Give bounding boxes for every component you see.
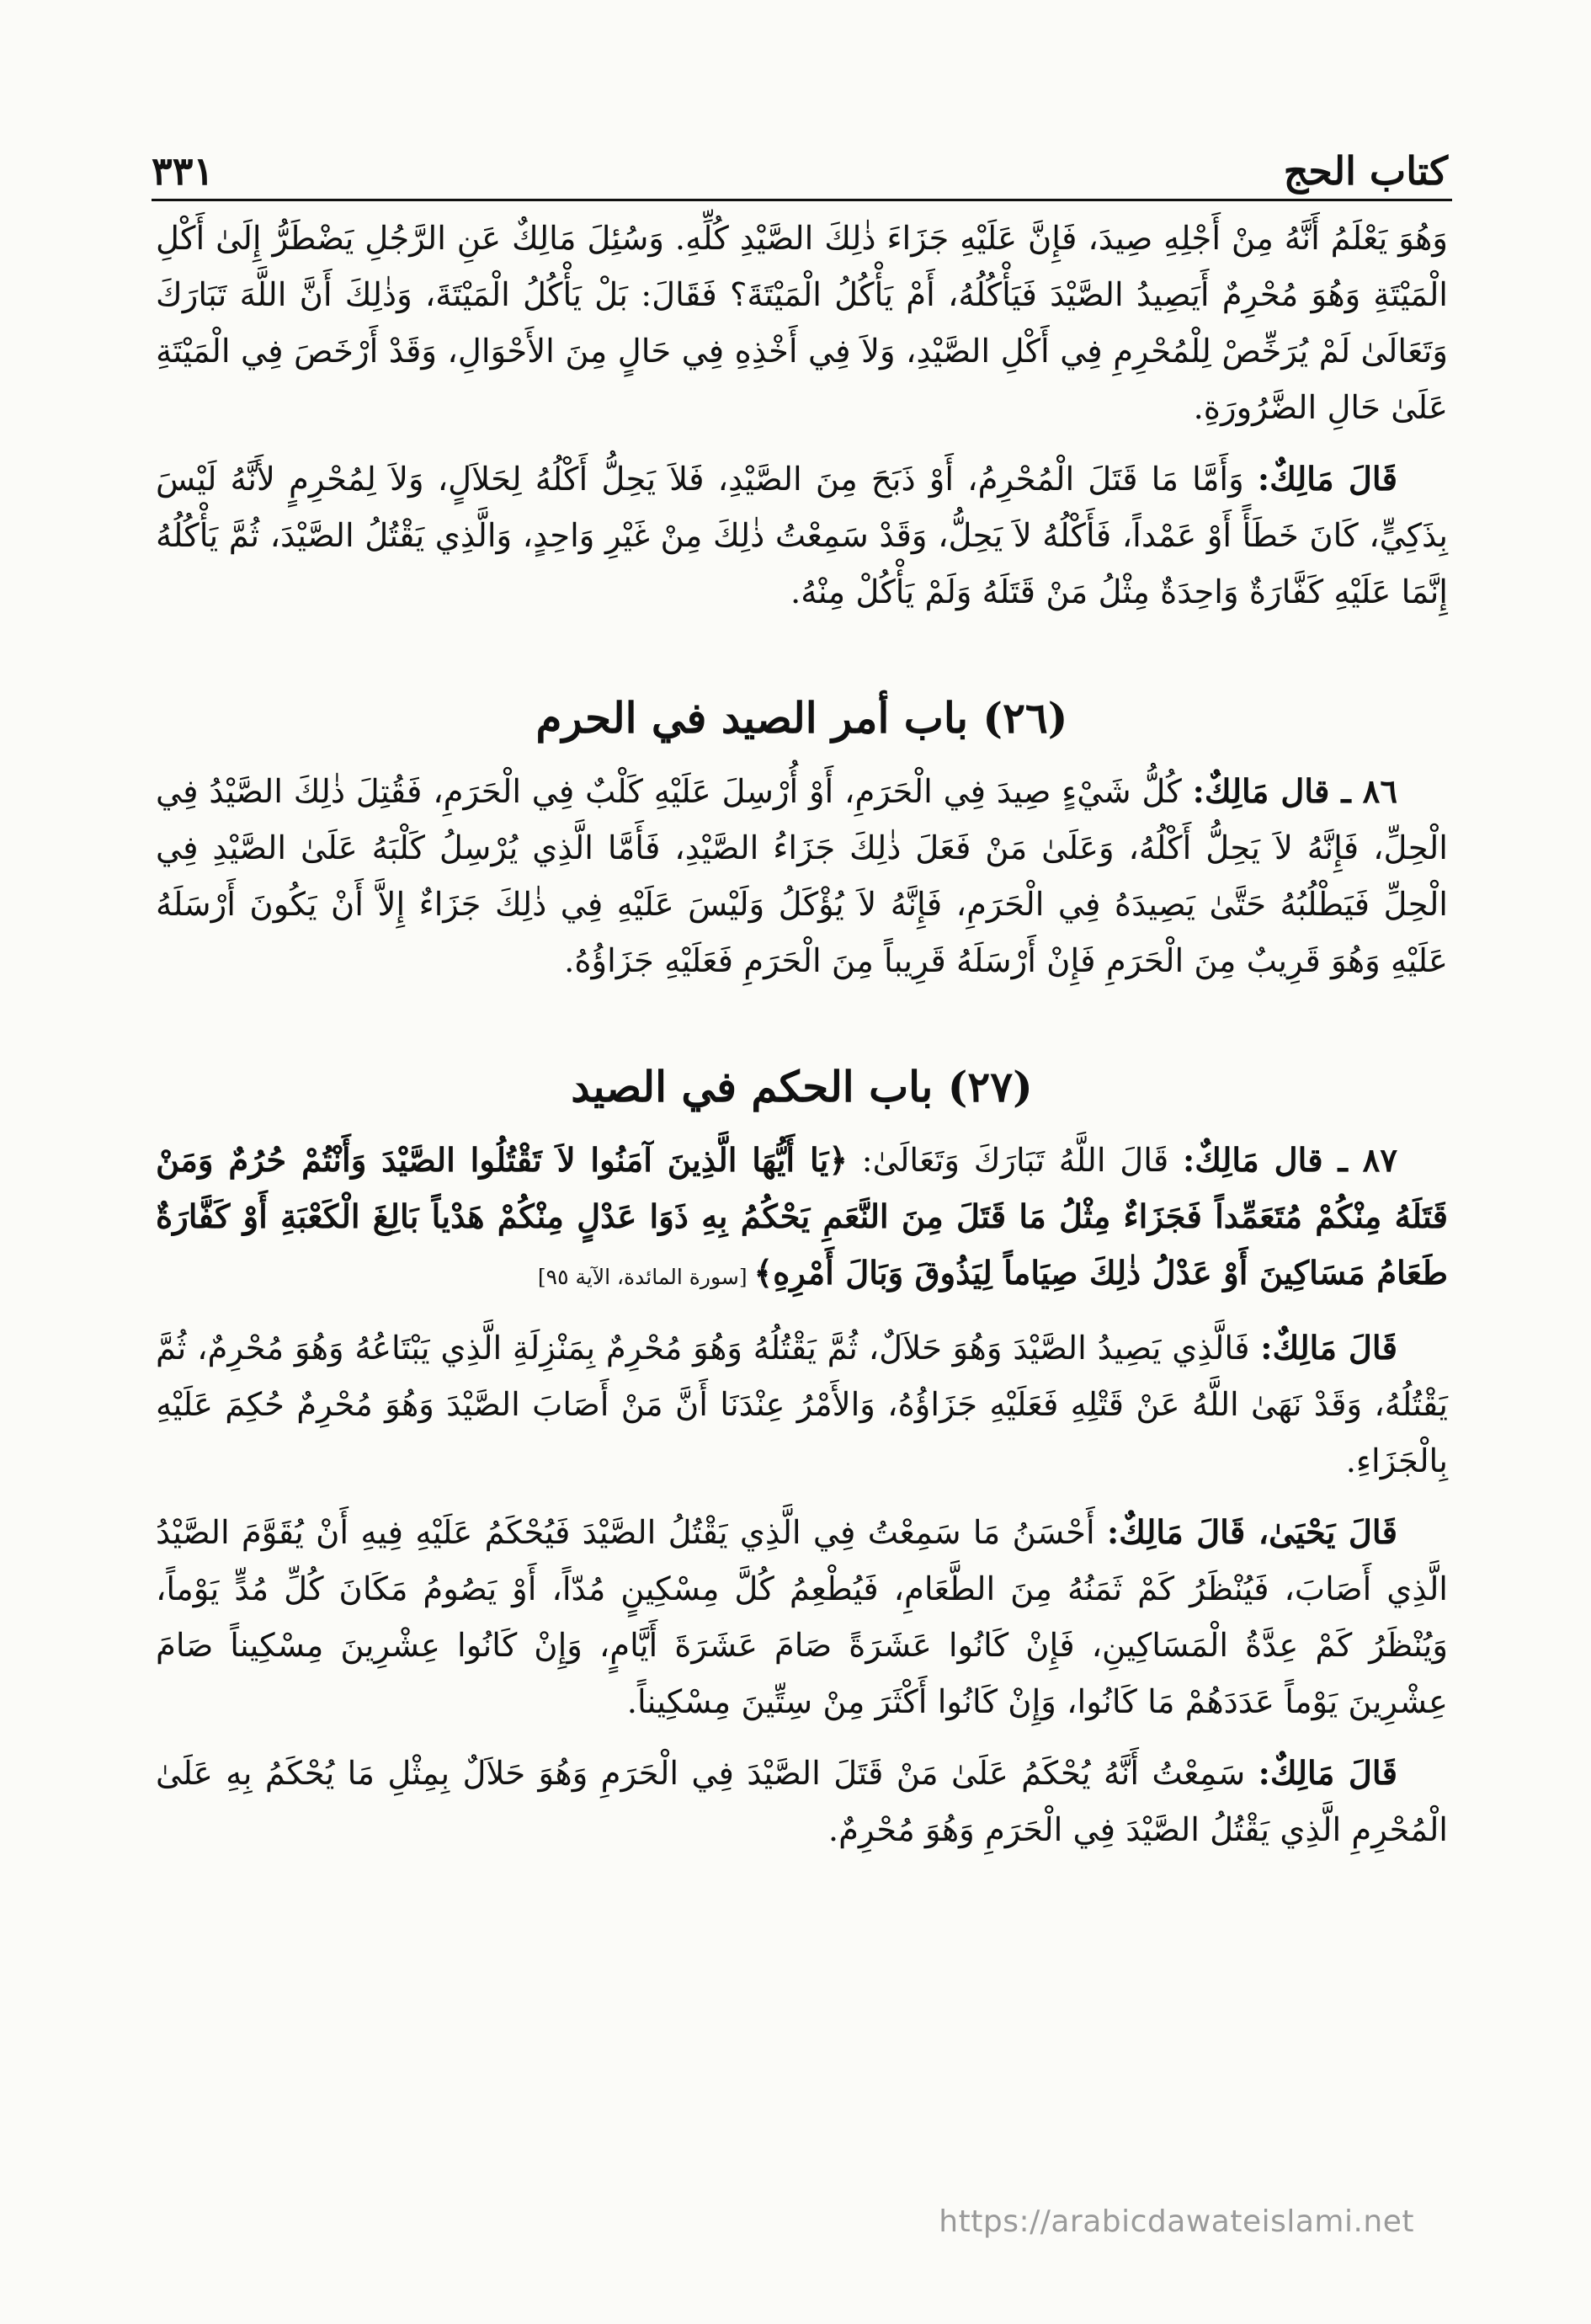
paragraph-text: أَحْسَنُ مَا سَمِعْتُ فِي الَّذِي يَقْتُلُ الصَّيْدَ فَيُحْكَمُ عَلَيْهِ فِيهِ أَنْ يُقَوَّمَ الصَّيْدُ الَّذِي أَصَابَ، فَيُنْظَرُ كَمْ ثَمَنُهُ مِنَ الطَّعَامِ، فَيُطْعِمُ كُلَّ مِسْكِينٍ مُدّاً، أَوْ يَصُومُ مَكَانَ كُلِّ مُدٍّ يَوْماً، وَيُنْظَرُ كَمْ عِدَّةُ الْمَسَاكِينِ، فَإِنْ كَانُوا عَشَرَةً صَامَ عَشَرَةَ أَيَّامٍ، وَإِنْ كَانُوا عِشْرِينَ مِسْكِيناً صَامَ عِشْرِينَ يَوْماً عَدَدَهُمْ مَا كَانُوا، وَإِنْ كَانُوا أَكْثَرَ مِنْ سِتِّينَ مِسْكِيناً. xyxy=(156,1514,1448,1721)
quran-verse: ﴿يَا أَيُّهَا الَّذِينَ آمَنُوا لاَ تَقْتُلُوا الصَّيْدَ وَأَنْتُمْ حُرُمٌ وَمَنْ قَتَلَهُ مِنْكُمْ مُتَعَمِّداً فَجَزَاءٌ مِثْلُ مَا قَتَلَ مِنَ النَّعَمِ يَحْكُمُ بِهِ ذَوَا عَدْلٍ مِنْكُمْ هَدْياً بَالِغَ الْكَعْبَةِ أَوْ كَفَّارَةٌ طَعَامُ مَسَاكِينَ أَوْ عَدْلُ ذٰلِكَ صِيَاماً لِيَذُوقَ وَبَالَ أَمْرِهِ﴾ xyxy=(156,1142,1448,1293)
paragraph xyxy=(156,1746,1448,1858)
paragraph-text: سَمِعْتُ أَنَّهُ يُحْكَمُ عَلَىٰ مَنْ قَتَلَ الصَّيْدَ فِي الْحَرَمِ وَهُوَ حَلاَلٌ بِمِثْلِ مَا يُحْكَمُ بِهِ عَلَىٰ الْمُحْرِمِ الَّذِي يَقْتُلُ الصَّيْدَ فِي الْحَرَمِ وَهُوَ مُحْرِمٌ. xyxy=(156,1755,1448,1849)
paragraph xyxy=(156,1133,1448,1305)
page-body xyxy=(156,211,1448,2139)
paragraph xyxy=(156,1320,1448,1490)
paragraph-text: وَهُوَ يَعْلَمُ أَنَّهُ مِنْ أَجْلِهِ صِيدَ، فَإِنَّ عَلَيْهِ جَزَاءَ ذٰلِكَ الصَّيْدِ كُلِّهِ. وَسُئِلَ مَالِكٌ عَنِ الرَّجُلِ يَضْطَرُّ إِلَىٰ أَكْلِ الْمَيْتَةِ وَهُوَ مُحْرِمٌ أَيَصِيدُ الصَّيْدَ فَيَأْكُلُهُ، أَمْ يَأْكُلُ الْمَيْتَةَ؟ فَقَالَ: بَلْ يَأْكُلُ الْمَيْتَةَ، وَذٰلِكَ أَنَّ اللَّهَ تَبَارَكَ وَتَعَالَىٰ لَمْ يُرَخِّصْ لِلْمُحْرِمِ فِي أَكْلِ الصَّيْدِ، وَلاَ فِي أَخْذِهِ فِي حَالٍ مِنَ الأَحْوَالِ، وَقَدْ أَرْخَصَ فِي الْمَيْتَةِ عَلَىٰ حَالِ الضَّرُورَةِ. xyxy=(156,220,1448,427)
paragraph-text: قَالَ اللَّهُ تَبَارَكَ وَتَعَالَىٰ: xyxy=(847,1142,1184,1180)
watermark-url: https://arabicdawateislami.net xyxy=(939,2204,1414,2239)
header-rule xyxy=(152,199,1452,201)
speaker-label: قَالَ يَحْيَىٰ، قَالَ مَالِكٌ: xyxy=(1106,1514,1397,1552)
chapter-heading-26: (٢٦) باب أمر الصيد في الحرم xyxy=(535,693,1068,743)
chapter-heading-27: (٢٧) باب الحكم في الصيد xyxy=(571,1062,1033,1111)
speaker-label: قَالَ مَالِكٌ: xyxy=(1258,1755,1397,1793)
running-header xyxy=(152,126,1448,194)
paragraph xyxy=(156,764,1448,989)
paragraph-text: فَالَّذِي يَصِيدُ الصَّيْدَ وَهُوَ حَلاَلٌ، ثُمَّ يَقْتُلُهُ وَهُوَ مُحْرِمٌ بِمَنْزِلَةِ الَّذِي يَبْتَاعُهُ وَهُوَ مُحْرِمٌ، ثُمَّ يَقْتُلُهُ، وَقَدْ نَهَىٰ اللَّهُ عَنْ قَتْلِهِ فَعَلَيْهِ جَزَاؤُهُ، وَالأَمْرُ عِنْدَنَا أَنَّ مَنْ أَصَابَ الصَّيْدَ وَهُوَ مُحْرِمٌ حُكِمَ عَلَيْهِ بِالْجَزَاءِ. xyxy=(156,1330,1448,1480)
hadith-number-label: ٨٦ ـ قال مَالِكٌ: xyxy=(1192,773,1397,811)
verse-reference: [سورة المائدة، الآية ٩٥] xyxy=(537,1265,754,1289)
paragraph-text: كُلُّ شَيْءٍ صِيدَ فِي الْحَرَمِ، أَوْ أُرْسِلَ عَلَيْهِ كَلْبٌ فِي الْحَرَمِ، فَقُتِلَ ذٰلِكَ الصَّيْدُ فِي الْحِلِّ، فَإِنَّهُ لاَ يَحِلُّ أَكْلُهُ، وَعَلَىٰ مَنْ فَعَلَ ذٰلِكَ جَزَاءُ الصَّيْدِ، فَأَمَّا الَّذِي يُرْسِلُ كَلْبَهُ عَلَىٰ الصَّيْدِ فِي الْحِلِّ فَيَطْلُبُهُ حَتَّىٰ يَصِيدَهُ فِي الْحَرَمِ، فَإِنَّهُ لاَ يُؤْكَلُ وَلَيْسَ عَلَيْهِ فِي ذٰلِكَ جَزَاءٌ إِلاَّ أَنْ يَكُونَ أَرْسَلَهُ عَلَيْهِ وَهُوَ قَرِيبٌ مِنَ الْحَرَمِ فَإِنْ أَرْسَلَهُ قَرِيباً مِنَ الْحَرَمِ فَعَلَيْهِ جَزَاؤُهُ. xyxy=(156,773,1448,980)
speaker-label: قَالَ مَالِكٌ: xyxy=(1260,1330,1397,1367)
paragraph xyxy=(156,211,1448,436)
speaker-label: قَالَ مَالِكٌ: xyxy=(1257,461,1397,498)
hadith-number-label: ٨٧ ـ قال مَالِكٌ: xyxy=(1183,1142,1398,1180)
paragraph xyxy=(156,451,1448,621)
book-title: كتاب الحج xyxy=(1283,148,1448,194)
paragraph xyxy=(156,1505,1448,1730)
paragraph-text: وَأَمَّا مَا قَتَلَ الْمُحْرِمُ، أَوْ ذَبَحَ مِنَ الصَّيْدِ، فَلاَ يَحِلُّ أَكْلُهُ لِحَلاَلٍ، وَلاَ لِمُحْرِمٍ لأَنَّهُ لَيْسَ بِذَكِيٍّ، كَانَ خَطَأً أَوْ عَمْداً، فَأَكْلُهُ لاَ يَحِلُّ، وَقَدْ سَمِعْتُ ذٰلِكَ مِنْ غَيْرِ وَاحِدٍ، وَالَّذِي يَقْتُلُ الصَّيْدَ، ثُمَّ يَأْكُلُهُ إِنَّمَا عَلَيْهِ كَفَّارَةٌ وَاحِدَةٌ مِثْلُ مَنْ قَتَلَهُ وَلَمْ يَأْكُلْ مِنْهُ. xyxy=(156,461,1448,611)
page-number: ٣٣١ xyxy=(152,148,215,194)
